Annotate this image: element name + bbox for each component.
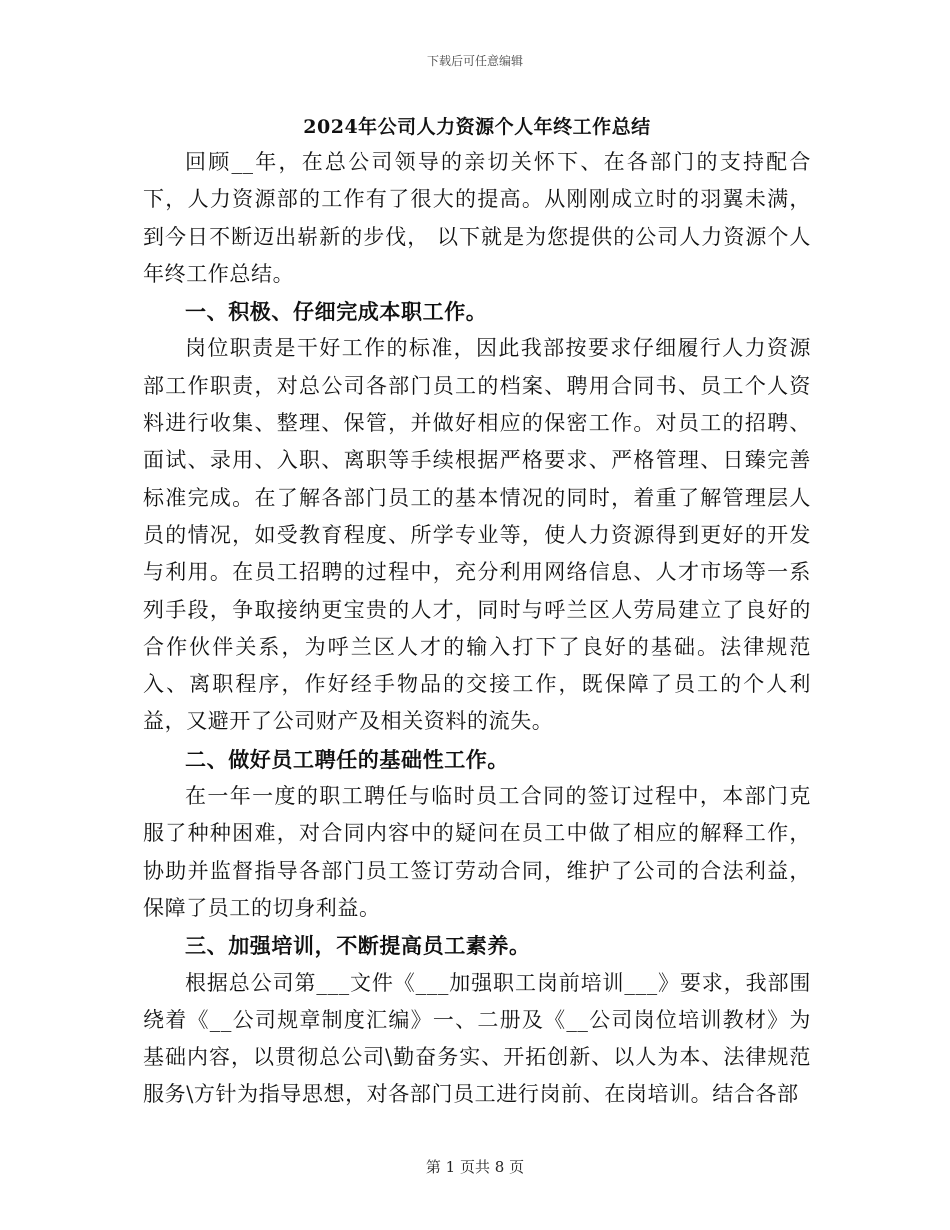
section-heading-3: 三、加强培训，不断提高员工素养。 [185, 933, 531, 959]
page-number-footer: 第 1 页共 8 页 [425, 1158, 525, 1176]
section-heading-2: 二、做好员工聘任的基础性工作。 [185, 746, 509, 772]
document-body [143, 112, 811, 1114]
section-1-paragraph: 岗位职责是干好工作的标准，因此我部按要求仔细履行人力资源部工作职责，对总公司各部门员工的档案、聘用合同书、员工个人资料进行收集、整理、保管，并做好相应的保密工作。对员工的招聘、面试、录用、入职、离职等手续根据严格要求、严格管理、日臻完善标准完成。在了解各部门员工的基本情况的同时，着重了解管理层人员的情况，如受教育程度、所学专业等，使人力资源得到更好的开发与利用。在员工招聘的过程中，充分利用网络信息、人才市场等一系列手段，争取接纳更宝贵的人才，同时与呼兰区人劳局建立了良好的合作伙伴关系，为呼兰区人才的输入打下了良好的基础。法律规范入、离职程序，作好经手物品的交接工作，既保障了员工的个人利益，又避开了公司财产及相关资料的流失。 [143, 336, 811, 734]
section-3-paragraph: 根据总公司第___文件《___加强职工岗前培训___》要求，我部围绕着《__公司规章制度汇编》一、二册及《__公司岗位培训教材》为基础内容，以贯彻总公司\勤奋务实、开拓创新、以人为本、法律规范服务\方针为指导思想，对各部门员工进行岗前、在岗培训。结合各部 [143, 970, 811, 1107]
document-title: 2024年公司人力资源个人年终工作总结 [303, 116, 651, 138]
intro-paragraph: 回顾__年，在总公司领导的亲切关怀下、在各部门的支持配合下，人力资源部的工作有了很大的提高。从刚刚成立时的羽翼未满，到今日不断迈出崭新的步伐， 以下就是为您提供的公司人力资源个人年终工作总结。 [143, 150, 811, 286]
section-2-paragraph: 在一年一度的职工聘任与临时员工合同的签订过程中，本部门克服了种种困难，对合同内容中的疑问在员工中做了相应的解释工作，协助并监督指导各部门员工签订劳动合同，维护了公司的合法利益，保障了员工的切身利益。 [143, 784, 811, 920]
section-heading-1: 一、积极、仔细完成本职工作。 [185, 299, 488, 325]
header-note: 下载后可任意编辑 [426, 54, 523, 68]
